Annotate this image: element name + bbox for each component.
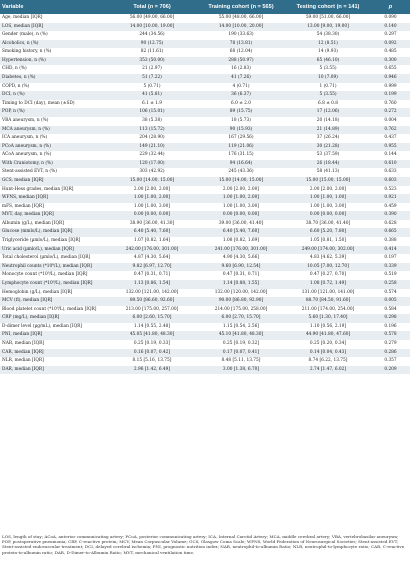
cell-training: 94 (16.64) xyxy=(197,160,285,169)
cell-testing: 1.00 [1.00, 1.00] xyxy=(285,194,371,203)
cell-training: 119 (21.06) xyxy=(197,143,285,152)
cell-total: 6.1 ± 1.9 xyxy=(107,100,197,109)
cell-testing: 59.00 [51.00, 66.00] xyxy=(285,14,371,23)
cell-p-value: 0.390 xyxy=(371,211,410,220)
cell-variable: PCoA aneurysm, n (%) xyxy=(0,143,107,152)
cell-testing: 1.08 [0.72, 1.49] xyxy=(285,280,371,289)
cell-testing: 44.90 [41.80, 47.60] xyxy=(285,331,371,340)
table-row xyxy=(0,203,410,212)
cell-total: 106 (15.01) xyxy=(107,108,197,117)
table-row xyxy=(0,228,410,237)
cell-testing: 20 (14.18) xyxy=(285,117,371,126)
cell-p-value: 0.584 xyxy=(371,306,410,315)
cell-testing: 6.8 ± 0.8 xyxy=(285,100,371,109)
cell-variable: POP, n (%) xyxy=(0,108,107,117)
header-training-n: (n xyxy=(250,4,256,10)
cell-training: 39.00 [36.00, 41.40] xyxy=(197,220,285,229)
cell-variable: Smoking history, n (%) xyxy=(0,48,107,57)
cell-variable: VBA aneurysm, n (%) xyxy=(0,117,107,126)
cell-p-value: 0.628 xyxy=(371,220,410,229)
cell-testing: 2.00 [2.00, 2.00] xyxy=(285,186,371,195)
cell-total: 8.15 [5.16, 13.75] xyxy=(107,357,197,366)
table-row xyxy=(0,168,410,177)
cell-p-value: 0.655 xyxy=(371,65,410,74)
cell-testing: 10 (7.09) xyxy=(285,74,371,83)
cell-total: 1.14 [0.55, 2.48] xyxy=(107,323,197,332)
cell-training: 6.0 ± 2.0 xyxy=(197,100,285,109)
cell-p-value: 0.523 xyxy=(371,186,410,195)
cell-variable: NAR, median [IQR] xyxy=(0,340,107,349)
cell-p-value: 0.209 xyxy=(371,366,410,375)
cell-testing: 8.74 [6.22, 13.75] xyxy=(285,357,371,366)
cell-variable: With Craniotomy, n (%) xyxy=(0,160,107,169)
cell-total: 120 (17.00) xyxy=(107,160,197,169)
header-training xyxy=(197,0,285,14)
cell-training: 1.08 [0.82, 1.69] xyxy=(197,237,285,246)
cell-testing: 0.25 [0.20, 0.34] xyxy=(285,340,371,349)
cell-testing: 37 (26.24) xyxy=(285,134,371,143)
cell-variable: Alcoholics, n (%) xyxy=(0,40,107,49)
table-row xyxy=(0,194,410,203)
cell-training: 90.00 [86.80, 92.90] xyxy=(197,297,285,306)
cell-variable: Diabetes, n (%) xyxy=(0,74,107,83)
table-row xyxy=(0,74,410,83)
cell-training: 18 (5.73) xyxy=(197,117,285,126)
cell-p-value: 0.144 xyxy=(371,151,410,160)
cell-training: 45.10 [41.80, 48.30] xyxy=(197,331,285,340)
cell-variable: Blood platelet count (*10⁹/L), median [IQR] xyxy=(0,306,107,315)
header-variable: Variable xyxy=(0,0,107,14)
cell-testing: 15.00 [15.00, 15.00] xyxy=(285,177,371,186)
cell-testing: 12 (8.51) xyxy=(285,40,371,49)
cell-training: 1.00 [1.00, 3.00] xyxy=(197,203,285,212)
header-total-eq: = 706) xyxy=(153,4,171,10)
table-row xyxy=(0,40,410,49)
table-row xyxy=(0,126,410,135)
cell-variable: MVT, day, median [IQR] xyxy=(0,211,107,220)
cell-variable: Neutrophil counts (*10⁹/L), median [IQR] xyxy=(0,263,107,272)
cell-p-value: 0.999 xyxy=(371,83,410,92)
cell-p-value: 0.297 xyxy=(371,31,410,40)
table-row xyxy=(0,246,410,255)
cell-training: 89 (15.75) xyxy=(197,108,285,117)
cell-total: 38 (5.38) xyxy=(107,117,197,126)
cell-training: 132.00 [120.00, 142.00] xyxy=(197,289,285,298)
cell-variable: DCI, n (%) xyxy=(0,91,107,100)
cell-total: 132.00 [121.00, 142.00] xyxy=(107,289,197,298)
cell-variable: LOS, median [IQR] xyxy=(0,23,107,32)
cell-variable: CHD, n (%) xyxy=(0,65,107,74)
cell-training: 0.00 [0.00, 0.00] xyxy=(197,211,285,220)
cell-total: 0.16 [0.07, 0.42] xyxy=(107,349,197,358)
cell-p-value: 0.610 xyxy=(371,160,410,169)
cell-training: 9.60 [6.90, 12.54] xyxy=(197,263,285,272)
cell-p-value: 0.437 xyxy=(371,134,410,143)
cell-p-value: 0.005 xyxy=(371,297,410,306)
cell-testing: 5 (3.55) xyxy=(285,91,371,100)
cell-variable: Lymphocyte count (*10⁹/L), median [IQR] xyxy=(0,280,107,289)
table-row xyxy=(0,297,410,306)
cell-variable: WFNS, median [IQR] xyxy=(0,194,107,203)
cell-variable: Glucose (mmlo/L), median [IQR] xyxy=(0,228,107,237)
table-row xyxy=(0,323,410,332)
table-row xyxy=(0,331,410,340)
cell-testing: 1.00 [1.00, 3.00] xyxy=(285,203,371,212)
cell-total: 303 (42.92) xyxy=(107,168,197,177)
table-row xyxy=(0,211,410,220)
cell-training: 55.00 [48.00, 66.00] xyxy=(197,14,285,23)
cell-testing: 38.70 [36.00, 41.40] xyxy=(285,220,371,229)
cell-training: 1.00 [1.00, 2.00] xyxy=(197,194,285,203)
cell-training: 15.00 [14.00, 15.00] xyxy=(197,177,285,186)
cell-variable: PNI, median [IQR] xyxy=(0,331,107,340)
cell-total: 21 (2.97) xyxy=(107,65,197,74)
cell-testing: 1.05 [0.81, 1.50] xyxy=(285,237,371,246)
header-total xyxy=(107,0,197,14)
table-row xyxy=(0,134,410,143)
header-p-value: p xyxy=(371,0,410,14)
table-row xyxy=(0,108,410,117)
cell-testing: 211.00 [174.00, 254.00] xyxy=(285,306,371,315)
header-training-text: Training cohort xyxy=(208,4,250,10)
table-row xyxy=(0,83,410,92)
cell-training: 190 (33.63) xyxy=(197,31,285,40)
cell-total: 1.00 [1.00, 2.00] xyxy=(107,194,197,203)
cell-p-value: 0.955 xyxy=(371,143,410,152)
cell-testing: 2.74 [1.47, 6.02] xyxy=(285,366,371,375)
cell-variable: Hemoglobin (g/L), median [IQR] xyxy=(0,289,107,298)
table-row xyxy=(0,314,410,323)
cell-p-value: 0.339 xyxy=(371,263,410,272)
header-testing-text: Testing cohort xyxy=(296,4,335,10)
cell-p-value: 0.357 xyxy=(371,357,410,366)
cell-p-value: 0.519 xyxy=(371,271,410,280)
cell-training: 245 (43.36) xyxy=(197,168,285,177)
cell-total: 9.82 [6.97, 12.70] xyxy=(107,263,197,272)
cell-training: 0.25 [0.19, 0.32] xyxy=(197,340,285,349)
table-row xyxy=(0,65,410,74)
cell-total: 4.87 [4.30, 5.64] xyxy=(107,254,197,263)
cell-training: 3.00 [1.38, 6.70] xyxy=(197,366,285,375)
cell-variable: CAR, median [IQR] xyxy=(0,349,107,358)
cell-testing: 6.60 [5.20, 7.80] xyxy=(285,228,371,237)
cell-testing: 0.47 [0.27, 0.70] xyxy=(285,271,371,280)
cell-training: 4 (0.71) xyxy=(197,83,285,92)
cell-total: 2.00 [2.00, 2.00] xyxy=(107,186,197,195)
table-row xyxy=(0,280,410,289)
cell-training: 90 (15.93) xyxy=(197,126,285,135)
cell-testing: 54 (38.30) xyxy=(285,31,371,40)
cell-training: 41 (7.26) xyxy=(197,74,285,83)
cell-variable: NLR, median [IQR] xyxy=(0,357,107,366)
cell-training: 2.00 [2.00, 2.00] xyxy=(197,186,285,195)
cell-p-value: 0.092 xyxy=(371,40,410,49)
table-row xyxy=(0,48,410,57)
table-row xyxy=(0,151,410,160)
cell-total: 1.13 [0.86, 1.54] xyxy=(107,280,197,289)
cell-p-value: 0.004 xyxy=(371,117,410,126)
cell-variable: MCV (fl), median [IQR] xyxy=(0,297,107,306)
table-row xyxy=(0,340,410,349)
cell-p-value: 0.760 xyxy=(371,100,410,109)
table-row xyxy=(0,237,410,246)
cell-training: 68 (12.04) xyxy=(197,48,285,57)
cell-p-value: 0.300 xyxy=(371,57,410,66)
header-testing-eq: = 141) xyxy=(341,4,360,10)
cell-total: 242.00 [176.00, 301.00] xyxy=(107,246,197,255)
cell-variable: D-dimer level (µg/mL), median [IQR] xyxy=(0,323,107,332)
cell-testing: 5.60 [1.30, 17.40] xyxy=(285,314,371,323)
cell-training: 1.14 [0.88, 1.55] xyxy=(197,280,285,289)
cell-testing: 53 (37.59) xyxy=(285,151,371,160)
cell-variable: Gender (male), n (%) xyxy=(0,31,107,40)
table-row xyxy=(0,263,410,272)
cell-total: 244 (34.56) xyxy=(107,31,197,40)
cell-variable: Hypertension, n (%) xyxy=(0,57,107,66)
cell-variable: CRP (mg/L), median [IQR] xyxy=(0,314,107,323)
cell-training: 6.00 [2.70, 15.70] xyxy=(197,314,285,323)
cell-training: 167 (29.56) xyxy=(197,134,285,143)
cell-variable: Uric acid (µmlo/L), median [IQR] xyxy=(0,246,107,255)
table-row xyxy=(0,14,410,23)
cell-p-value: 0.921 xyxy=(371,194,410,203)
table-footnote: LOS, length of stay; ACoA, anterior communicating artery; PCoA, posterior communicating artery; ICA, Internal Carotid Artery; MCA, middle cerebral artery; VBA, vertebrobasilar aneurysm; POP, postoperative pneumonia; CRP, C-reactive protein; MCV, Mean Corpuscular Volume; GCS, Glasgow Coma Scale; WFNS, World Federation of Neurosurgical Societies; Stent-assisted EVT, Stent-assisted endovascular treatment; DCI, delayed cerebral ischemia; PNI, prognostic nutrition index; NAR, neutrophil-to-albumin Ratio; NLR, neutrophil-to-lymphocyte ratio; CAR, C-reactive protein-to-albumin ratio; DAR, D-Dimer-to-Albumin Ratio; MVT, mechanical ventilation time. xyxy=(2,534,405,555)
table-row xyxy=(0,117,410,126)
cell-total: 89.50 [86.60, 92.60] xyxy=(107,297,197,306)
header-total-text: Total ( xyxy=(133,4,150,10)
cell-testing: 26 (18.44) xyxy=(285,160,371,169)
cell-testing: 21 (14.89) xyxy=(285,126,371,135)
cell-testing: 13.00 [9.00, 19.00] xyxy=(285,23,371,32)
cell-total: 0.00 [0.00, 0.00] xyxy=(107,211,197,220)
table-row xyxy=(0,306,410,315)
table-row xyxy=(0,143,410,152)
cell-variable: Monocyte count (*10⁹/L), median [IQR] xyxy=(0,271,107,280)
cell-variable: Age, median [IQR] xyxy=(0,14,107,23)
cell-total: 51 (7.22) xyxy=(107,74,197,83)
cell-p-value: 0.258 xyxy=(371,280,410,289)
cell-testing: 10.05 [7.00, 12.70] xyxy=(285,263,371,272)
table-row xyxy=(0,220,410,229)
table-row xyxy=(0,160,410,169)
cell-variable: Hunt-Hess grades, median [IQR] xyxy=(0,186,107,195)
cell-total: 45.05 [41.80, 48.30] xyxy=(107,331,197,340)
cell-total: 149 (21.10) xyxy=(107,143,197,152)
cell-training: 14.00 [10.00, 20.00] xyxy=(197,23,285,32)
cell-training: 0.47 [0.31, 0.71] xyxy=(197,271,285,280)
table-body xyxy=(0,14,410,374)
cell-p-value: 0.603 xyxy=(371,177,410,186)
cell-total: 41 (5.81) xyxy=(107,91,197,100)
cell-testing: 1.10 [0.56, 2.19] xyxy=(285,323,371,332)
table-row xyxy=(0,100,410,109)
header-total-n: n xyxy=(149,4,154,10)
cell-p-value: 0.485 xyxy=(371,48,410,57)
cell-testing: 0.14 [0.04, 0.43] xyxy=(285,349,371,358)
cell-total: 213.00 [175.00, 257.00] xyxy=(107,306,197,315)
cell-training: 78 (13.81) xyxy=(197,40,285,49)
cell-variable: Total cholesterol (µmlo/L), median [IQR] xyxy=(0,254,107,263)
cell-p-value: 0.633 xyxy=(371,168,410,177)
cell-testing: 30 (21.28) xyxy=(285,143,371,152)
cell-variable: COPD, n (%) xyxy=(0,83,107,92)
cell-total: 1.00 [1.00, 3.00] xyxy=(107,203,197,212)
cell-p-value: 0.199 xyxy=(371,91,410,100)
cell-p-value: 0.578 xyxy=(371,331,410,340)
table-row xyxy=(0,177,410,186)
cell-p-value: 0.574 xyxy=(371,289,410,298)
header-testing-n: (n xyxy=(336,4,342,10)
table-row xyxy=(0,366,410,375)
cell-p-value: 0.459 xyxy=(371,203,410,212)
cell-total: 82 (11.61) xyxy=(107,48,197,57)
cell-testing: 1 (0.71) xyxy=(285,83,371,92)
cell-variable: Triglyceride (µmlo/L), median [IQR] xyxy=(0,237,107,246)
cell-training: 214.00 [175.00, 258.00] xyxy=(197,306,285,315)
cell-total: 56.00 [49.00, 66.00] xyxy=(107,14,197,23)
table-header-row xyxy=(0,0,410,14)
cell-total: 14.00 [10.00, 19.00] xyxy=(107,23,197,32)
cell-training: 241.00 [176.00, 301.00] xyxy=(197,246,285,255)
cell-total: 6.40 [5.40, 7.60] xyxy=(107,228,197,237)
table-row xyxy=(0,57,410,66)
cell-total: 229 (32.44) xyxy=(107,151,197,160)
cell-total: 2.96 [1.42, 6.49] xyxy=(107,366,197,375)
cell-variable: Stent-assisted EVT, n (%) xyxy=(0,168,107,177)
table-row xyxy=(0,31,410,40)
cell-testing: 131.00 [121.00, 141.00] xyxy=(285,289,371,298)
cell-testing: 0.00 [0.00, 0.00] xyxy=(285,211,371,220)
table-row xyxy=(0,23,410,32)
cell-training: 36 (6.37) xyxy=(197,91,285,100)
cell-testing: 58 (41.13) xyxy=(285,168,371,177)
cell-variable: Timing to DCI (day), mean (±SD) xyxy=(0,100,107,109)
cell-total: 113 (15.72) xyxy=(107,126,197,135)
cell-testing: 14 (9.93) xyxy=(285,48,371,57)
cell-training: 1.15 [0.54, 2.56] xyxy=(197,323,285,332)
cell-p-value: 0.196 xyxy=(371,323,410,332)
table-row xyxy=(0,357,410,366)
cell-total: 0.25 [0.19, 0.33] xyxy=(107,340,197,349)
header-training-eq: = 565) xyxy=(255,4,274,10)
cell-p-value: 0.286 xyxy=(371,349,410,358)
header-testing xyxy=(285,0,371,14)
cell-training: 8.48 [5.11, 13.75] xyxy=(197,357,285,366)
cell-training: 288 (50.97) xyxy=(197,57,285,66)
cell-total: 0.47 [0.31, 0.71] xyxy=(107,271,197,280)
cell-total: 6.00 [2.60, 15.70] xyxy=(107,314,197,323)
cell-p-value: 0.762 xyxy=(371,126,410,135)
cell-testing: 65 (46.10) xyxy=(285,57,371,66)
cell-testing: 249.00 [174.00, 302.00] xyxy=(285,246,371,255)
cell-total: 90 (12.75) xyxy=(107,40,197,49)
cell-total: 15.00 [14.00, 15.00] xyxy=(107,177,197,186)
cell-variable: MCA aneurysm, n (%) xyxy=(0,126,107,135)
cell-testing: 17 (12.06) xyxy=(285,108,371,117)
cell-p-value: 0.090 xyxy=(371,14,410,23)
table-row xyxy=(0,186,410,195)
cell-variable: mFS, median [IQR] xyxy=(0,203,107,212)
cell-variable: ACoA aneurysm, n (%) xyxy=(0,151,107,160)
cell-p-value: 0.279 xyxy=(371,340,410,349)
cell-p-value: 0.272 xyxy=(371,108,410,117)
cell-variable: ICA aneurysm, n (%) xyxy=(0,134,107,143)
cell-testing: 4.83 [4.62, 5.39] xyxy=(285,254,371,263)
cell-training: 0.17 [0.07, 0.41] xyxy=(197,349,285,358)
cell-p-value: 0.946 xyxy=(371,74,410,83)
table-row xyxy=(0,271,410,280)
cell-training: 176 (31.15) xyxy=(197,151,285,160)
cell-p-value: 0.414 xyxy=(371,246,410,255)
cell-testing: 88.70 [84.50, 91.60] xyxy=(285,297,371,306)
cell-total: 38.90 [36.00, 41.30] xyxy=(107,220,197,229)
cell-p-value: 0.298 xyxy=(371,314,410,323)
table-row xyxy=(0,349,410,358)
cell-total: 204 (28.90) xyxy=(107,134,197,143)
cell-p-value: 0.197 xyxy=(371,254,410,263)
cell-training: 4.90 [4.30, 5.66] xyxy=(197,254,285,263)
cell-total: 353 (50.00) xyxy=(107,57,197,66)
cell-p-value: 0.665 xyxy=(371,228,410,237)
cell-testing: 5 (3.55) xyxy=(285,65,371,74)
cell-p-value: 0.388 xyxy=(371,237,410,246)
cell-variable: Albumin (g/L), median [IQR] xyxy=(0,220,107,229)
cell-total: 5 (0.71) xyxy=(107,83,197,92)
cell-training: 6.40 [5.40, 7.60] xyxy=(197,228,285,237)
cell-total: 1.07 [0.82, 1.64] xyxy=(107,237,197,246)
cell-training: 16 (2.83) xyxy=(197,65,285,74)
table-row xyxy=(0,254,410,263)
table-row xyxy=(0,91,410,100)
cell-p-value: 0.140 xyxy=(371,23,410,32)
cell-variable: DAR, median [IQR] xyxy=(0,366,107,375)
cell-variable: GCS, median [IQR] xyxy=(0,177,107,186)
table-row xyxy=(0,289,410,298)
